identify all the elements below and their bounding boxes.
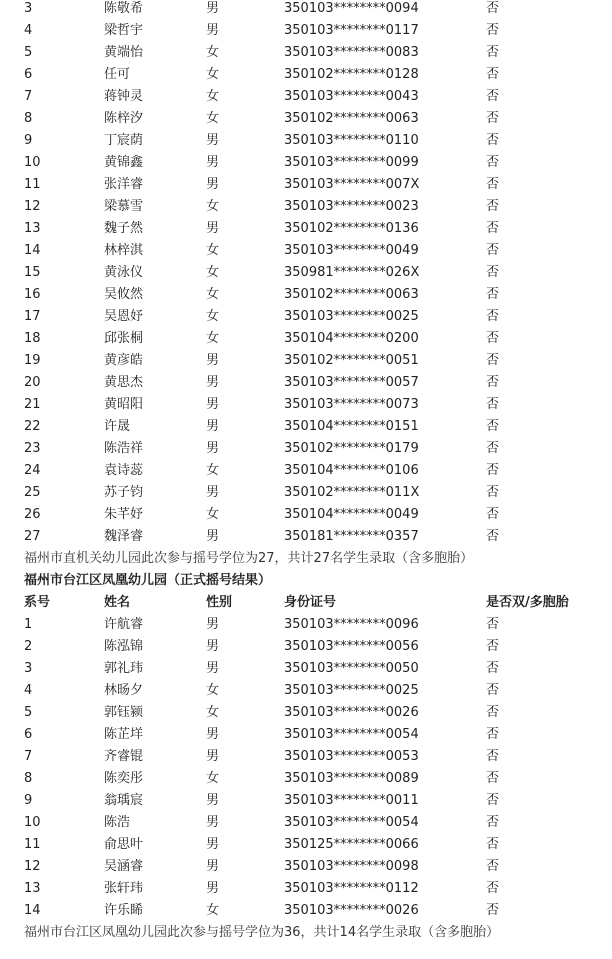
cell-no: 3 (24, 1, 33, 16)
cell-sex: 男 (206, 133, 220, 148)
cell-id: 350181********0357 (284, 529, 419, 544)
cell-multi: 否 (486, 507, 500, 522)
cell-name: 任可 (104, 67, 131, 82)
cell-id: 350103********0026 (284, 705, 419, 720)
cell-no: 7 (24, 89, 33, 104)
cell-multi: 否 (486, 353, 500, 368)
cell-multi: 否 (486, 419, 500, 434)
cell-name: 郭礼玮 (104, 661, 144, 676)
cell-id: 350104********0200 (284, 331, 419, 346)
table-row (0, 504, 612, 526)
table-row (0, 130, 612, 152)
cell-sex: 女 (206, 67, 220, 82)
table-row (0, 394, 612, 416)
cell-name: 陈梓汐 (104, 111, 144, 126)
cell-name: 林旸夕 (104, 683, 144, 698)
table-row (0, 856, 612, 878)
cell-sex: 男 (206, 881, 220, 896)
table-row (0, 658, 612, 680)
cell-no: 6 (24, 727, 33, 742)
cell-multi: 否 (486, 859, 500, 874)
cell-multi: 否 (486, 683, 500, 698)
cell-name: 吴恩妤 (104, 309, 144, 324)
cell-multi: 否 (486, 705, 500, 720)
cell-name: 吴涵睿 (104, 859, 144, 874)
cell-name: 陈奕彤 (104, 771, 144, 786)
table-zhiji-note: 福州市直机关幼儿园此次参与摇号学位为27，共计27名学生录取（含多胞胎） (24, 551, 474, 566)
cell-sex: 女 (206, 199, 220, 214)
cell-sex: 女 (206, 771, 220, 786)
cell-sex: 男 (206, 815, 220, 830)
cell-no: 8 (24, 111, 33, 126)
cell-name: 许航睿 (104, 617, 144, 632)
table-row (0, 86, 612, 108)
cell-id: 350103********0110 (284, 133, 419, 148)
cell-id: 350103********0023 (284, 199, 419, 214)
cell-multi: 否 (486, 155, 500, 170)
cell-no: 20 (24, 375, 41, 390)
cell-name: 魏子然 (104, 221, 144, 236)
cell-id: 350103********0056 (284, 639, 419, 654)
cell-no: 2 (24, 639, 33, 654)
table-row (0, 0, 612, 20)
cell-sex: 男 (206, 485, 220, 500)
cell-multi: 否 (486, 243, 500, 258)
header-no: 系号 (24, 595, 51, 610)
cell-no: 14 (24, 903, 41, 918)
cell-name: 梁哲宇 (104, 23, 144, 38)
cell-id: 350102********0051 (284, 353, 419, 368)
table-row (0, 812, 612, 834)
cell-no: 21 (24, 397, 41, 412)
cell-no: 9 (24, 793, 33, 808)
cell-name: 陈泓锦 (104, 639, 144, 654)
cell-name: 黄昭阳 (104, 397, 144, 412)
table-row (0, 64, 612, 86)
cell-name: 黄彦皓 (104, 353, 144, 368)
cell-id: 350103********0096 (284, 617, 419, 632)
table-row (0, 768, 612, 790)
cell-sex: 男 (206, 397, 220, 412)
cell-sex: 男 (206, 529, 220, 544)
cell-no: 4 (24, 683, 33, 698)
table-fenghuang-rows (0, 614, 612, 922)
cell-name: 张洋睿 (104, 177, 144, 192)
cell-multi: 否 (486, 265, 500, 280)
cell-sex: 男 (206, 661, 220, 676)
table-row (0, 262, 612, 284)
table-row (0, 614, 612, 636)
cell-name: 郭钰颍 (104, 705, 144, 720)
cell-no: 5 (24, 705, 33, 720)
cell-no: 11 (24, 177, 41, 192)
cell-no: 24 (24, 463, 41, 478)
table-row (0, 702, 612, 724)
cell-multi: 否 (486, 397, 500, 412)
cell-multi: 否 (486, 111, 500, 126)
table-row (0, 218, 612, 240)
cell-sex: 女 (206, 463, 220, 478)
cell-name: 袁诗蕊 (104, 463, 144, 478)
cell-id: 350102********0128 (284, 67, 419, 82)
cell-id: 350102********011X (284, 485, 420, 500)
cell-sex: 女 (206, 265, 220, 280)
cell-no: 12 (24, 859, 41, 874)
cell-id: 350102********0179 (284, 441, 419, 456)
table-row (0, 174, 612, 196)
cell-multi: 否 (486, 287, 500, 302)
table-row (0, 526, 612, 548)
cell-no: 1 (24, 617, 33, 632)
cell-multi: 否 (486, 617, 500, 632)
cell-id: 350104********0151 (284, 419, 419, 434)
cell-sex: 女 (206, 287, 220, 302)
cell-sex: 女 (206, 309, 220, 324)
cell-sex: 男 (206, 793, 220, 808)
cell-name: 许晟 (104, 419, 131, 434)
cell-name: 邱张桐 (104, 331, 144, 346)
cell-multi: 否 (486, 45, 500, 60)
cell-sex: 男 (206, 441, 220, 456)
cell-multi: 否 (486, 133, 500, 148)
cell-id: 350103********0050 (284, 661, 419, 676)
cell-id: 350103********0099 (284, 155, 419, 170)
cell-multi: 否 (486, 727, 500, 742)
table-row (0, 416, 612, 438)
table-row (0, 240, 612, 262)
table-row (0, 834, 612, 856)
cell-sex: 女 (206, 45, 220, 60)
table-row (0, 196, 612, 218)
table-row (0, 724, 612, 746)
cell-id: 350103********0025 (284, 683, 419, 698)
cell-name: 梁慕雪 (104, 199, 144, 214)
cell-sex: 女 (206, 243, 220, 258)
cell-multi: 否 (486, 749, 500, 764)
cell-id: 350102********0063 (284, 111, 419, 126)
table-row (0, 284, 612, 306)
cell-no: 25 (24, 485, 41, 500)
cell-multi: 否 (486, 463, 500, 478)
cell-id: 350103********0049 (284, 243, 419, 258)
cell-sex: 男 (206, 177, 220, 192)
cell-sex: 男 (206, 639, 220, 654)
cell-id: 350103********0112 (284, 881, 419, 896)
cell-id: 350103********0094 (284, 1, 419, 16)
cell-id: 350102********0136 (284, 221, 419, 236)
cell-multi: 否 (486, 639, 500, 654)
cell-multi: 否 (486, 67, 500, 82)
cell-id: 350103********0011 (284, 793, 419, 808)
cell-name: 陈芷垟 (104, 727, 144, 742)
cell-id: 350103********0083 (284, 45, 419, 60)
cell-id: 350104********0106 (284, 463, 419, 478)
cell-no: 8 (24, 771, 33, 786)
cell-name: 蒋钟灵 (104, 89, 144, 104)
table-row (0, 482, 612, 504)
table-row (0, 636, 612, 658)
cell-name: 朱芊妤 (104, 507, 144, 522)
cell-sex: 男 (206, 617, 220, 632)
cell-sex: 女 (206, 683, 220, 698)
cell-multi: 否 (486, 331, 500, 346)
cell-multi: 否 (486, 661, 500, 676)
cell-multi: 否 (486, 221, 500, 236)
cell-sex: 男 (206, 221, 220, 236)
cell-no: 17 (24, 309, 41, 324)
cell-no: 19 (24, 353, 41, 368)
cell-name: 吴攸然 (104, 287, 144, 302)
cell-name: 齐睿锟 (104, 749, 144, 764)
cell-multi: 否 (486, 89, 500, 104)
cell-no: 27 (24, 529, 41, 544)
cell-name: 许乐睎 (104, 903, 144, 918)
cell-name: 苏子钧 (104, 485, 144, 500)
table-row (0, 152, 612, 174)
cell-id: 350103********0098 (284, 859, 419, 874)
cell-id: 350103********0089 (284, 771, 419, 786)
cell-id: 350103********0117 (284, 23, 419, 38)
cell-name: 张轩玮 (104, 881, 144, 896)
cell-sex: 男 (206, 859, 220, 874)
cell-multi: 否 (486, 199, 500, 214)
cell-no: 4 (24, 23, 33, 38)
cell-sex: 女 (206, 705, 220, 720)
cell-name: 翁瑀宸 (104, 793, 144, 808)
header-sex: 性别 (206, 595, 233, 610)
cell-multi: 否 (486, 837, 500, 852)
section-title-fenghuang: 福州市台江区凤凰幼儿园（正式摇号结果） (24, 573, 272, 588)
cell-name: 陈浩 (104, 815, 131, 830)
header-id: 身份证号 (284, 595, 337, 610)
cell-multi: 否 (486, 771, 500, 786)
cell-no: 10 (24, 155, 41, 170)
cell-name: 林梓淇 (104, 243, 144, 258)
table-row (0, 108, 612, 130)
cell-multi: 否 (486, 529, 500, 544)
table-row (0, 460, 612, 482)
cell-sex: 男 (206, 23, 220, 38)
cell-id: 350103********0057 (284, 375, 419, 390)
cell-no: 12 (24, 199, 41, 214)
cell-sex: 女 (206, 507, 220, 522)
cell-no: 13 (24, 221, 41, 236)
table-row (0, 42, 612, 64)
cell-name: 俞思叶 (104, 837, 144, 852)
cell-multi: 否 (486, 309, 500, 324)
table-row (0, 878, 612, 900)
table-row (0, 350, 612, 372)
cell-no: 5 (24, 45, 33, 60)
cell-multi: 否 (486, 793, 500, 808)
cell-name: 黄端怡 (104, 45, 144, 60)
cell-sex: 男 (206, 1, 220, 16)
cell-sex: 男 (206, 727, 220, 742)
cell-sex: 女 (206, 89, 220, 104)
cell-id: 350103********0054 (284, 815, 419, 830)
cell-id: 350103********0073 (284, 397, 419, 412)
cell-id: 350125********0066 (284, 837, 419, 852)
cell-no: 7 (24, 749, 33, 764)
cell-multi: 否 (486, 903, 500, 918)
cell-name: 陈浩祥 (104, 441, 144, 456)
table-row (0, 20, 612, 42)
table-row (0, 438, 612, 460)
cell-multi: 否 (486, 177, 500, 192)
cell-no: 15 (24, 265, 41, 280)
cell-no: 10 (24, 815, 41, 830)
cell-no: 18 (24, 331, 41, 346)
cell-multi: 否 (486, 23, 500, 38)
table-row (0, 900, 612, 922)
cell-sex: 男 (206, 375, 220, 390)
cell-no: 26 (24, 507, 41, 522)
cell-no: 9 (24, 133, 33, 148)
cell-id: 350102********0063 (284, 287, 419, 302)
cell-multi: 否 (486, 375, 500, 390)
cell-name: 黄泳仪 (104, 265, 144, 280)
cell-sex: 男 (206, 353, 220, 368)
cell-no: 23 (24, 441, 41, 456)
cell-name: 黄思杰 (104, 375, 144, 390)
cell-name: 陈敬希 (104, 1, 144, 16)
cell-multi: 否 (486, 441, 500, 456)
cell-no: 14 (24, 243, 41, 258)
cell-no: 16 (24, 287, 41, 302)
cell-id: 350103********007X (284, 177, 420, 192)
cell-sex: 男 (206, 419, 220, 434)
cell-id: 350981********026X (284, 265, 420, 280)
cell-name: 魏泽睿 (104, 529, 144, 544)
cell-sex: 女 (206, 111, 220, 126)
table-row (0, 328, 612, 350)
table-row (0, 306, 612, 328)
cell-no: 11 (24, 837, 41, 852)
table-fenghuang-note: 福州市台江区凤凰幼儿园此次参与摇号学位为36，共计14名学生录取（含多胞胎） (24, 925, 500, 940)
header-multi: 是否双/多胞胎 (486, 595, 569, 610)
table-row (0, 790, 612, 812)
table-row (0, 372, 612, 394)
cell-no: 6 (24, 67, 33, 82)
table-row (0, 680, 612, 702)
cell-sex: 女 (206, 331, 220, 346)
cell-id: 350103********0025 (284, 309, 419, 324)
cell-name: 丁宸荫 (104, 133, 144, 148)
cell-multi: 否 (486, 485, 500, 500)
cell-id: 350103********0043 (284, 89, 419, 104)
cell-id: 350103********0026 (284, 903, 419, 918)
cell-id: 350103********0053 (284, 749, 419, 764)
cell-no: 13 (24, 881, 41, 896)
cell-multi: 否 (486, 881, 500, 896)
cell-name: 黄锦鑫 (104, 155, 144, 170)
table-header-row (0, 592, 612, 614)
cell-no: 3 (24, 661, 33, 676)
cell-no: 22 (24, 419, 41, 434)
cell-multi: 否 (486, 1, 500, 16)
cell-sex: 男 (206, 837, 220, 852)
cell-sex: 男 (206, 749, 220, 764)
header-name: 姓名 (104, 595, 131, 610)
cell-sex: 男 (206, 155, 220, 170)
cell-sex: 女 (206, 903, 220, 918)
table-row (0, 746, 612, 768)
cell-id: 350104********0049 (284, 507, 419, 522)
cell-id: 350103********0054 (284, 727, 419, 742)
cell-multi: 否 (486, 815, 500, 830)
